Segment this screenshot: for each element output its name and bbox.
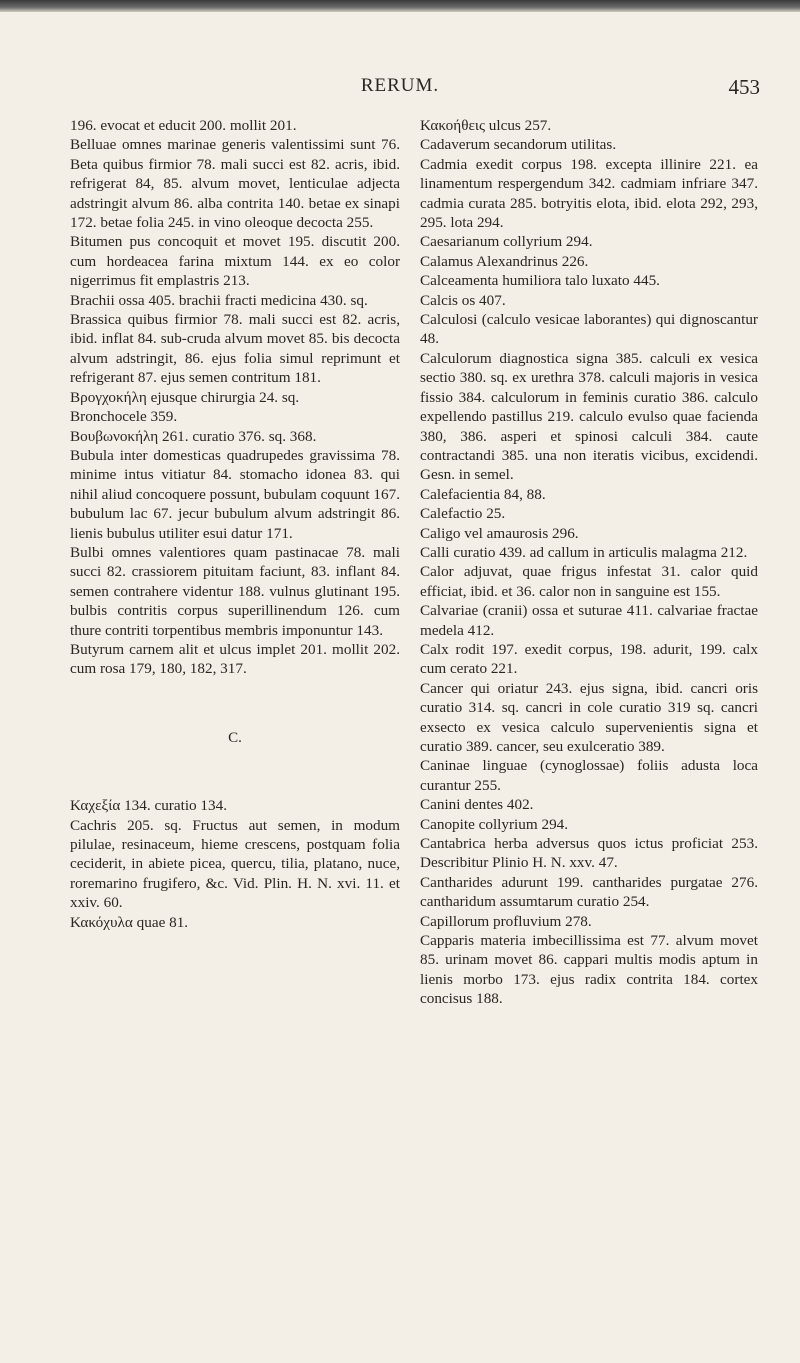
- index-entry: Cantabrica herba adversus quos ictus proficiat 253. Describitur Plinio H. N. xxv. 47.: [420, 835, 758, 872]
- index-entry: Calefactio 25.: [420, 505, 506, 523]
- running-head: RERUM.: [360, 75, 440, 96]
- index-entry: Butyrum carnem alit et ulcus implet 201. mollit 202. cum rosa 179, 180, 182, 317.: [70, 640, 400, 678]
- index-entry: Caninae linguae (cynoglossae) foliis adusta loca curantur 255.: [420, 757, 758, 794]
- index-entry: 196. evocat et educit 200. mollit 201.: [70, 117, 297, 134]
- index-entry: Cancer qui oriatur 243. ejus signa, ibid. cancri oris curatio 314. sq. cancri in cole curatio 319 sq. cancri exsecto ex vesica calculo supervenientis signa et curatio 389. cancer, seu exulceratio 389.: [420, 679, 758, 755]
- index-entry: Calcis os 407.: [420, 291, 506, 309]
- index-entry: Calvariae (cranii) ossa et suturae 411. calvariae fractae medela 412.: [420, 602, 758, 639]
- top-border: [0, 0, 800, 12]
- left-column: [70, 116, 400, 932]
- index-entry: Calamus Alexandrinus 226.: [420, 252, 589, 270]
- index-entry: Calceamenta humiliora talo luxato 445.: [420, 272, 660, 290]
- index-entry: Belluae omnes marinae generis valentissimi sunt 76. Beta quibus firmior 78. mali succi est 82. acris, ibid. refrigerat 84, 85. alvum movet, lenticulae adjecta adstringit alvum 86. alba contrita 140. betae ex sinapi 172. betae folia 245. in vino oleoque decocta 255.: [70, 136, 400, 232]
- index-entry: Κακόχυλα quae 81.: [70, 913, 189, 931]
- index-entry: Cachris 205. sq. Fructus aut semen, in modum pilulae, resinaceum, hieme crescens, postquam folia ceciderit, in abiete picea, quercu, tilia, platano, nuce, roremarino frugifero, &c. Vid. Plin. H. N. xvi. 11. et xxiv. 60.: [70, 816, 400, 912]
- right-column: [420, 116, 758, 1009]
- index-entry: Βρογχοκήλη ejusque chirurgia 24. sq.: [70, 388, 300, 406]
- index-entry: Brassica quibus firmior 78. mali succi est 82. acris, ibid. inflat 84. sub-cruda alvum movet 85. bis decocta alvum adstringit, 86. ejus folia simul reprimunt et refrigerant 87. ejus semen contritum 181.: [70, 311, 400, 387]
- index-entry: Καχεξία 134. curatio 134.: [70, 797, 228, 815]
- index-entry: Cantharides adurunt 199. cantharides purgatae 276. cantharidum assumtarum curatio 254.: [420, 873, 758, 911]
- index-entry: Cadaverum secandorum utilitas.: [420, 136, 617, 154]
- index-entry: Capparis materia imbecillissima est 77. alvum movet 85. urinam movet 86. cappari multis modis aptum in lienis morbo 173. ejus radix contrita 184. cortex concisus 188.: [420, 932, 758, 1008]
- index-entry: Bubula inter domesticas quadrupedes gravissima 78. minime intus vitiatur 84. stomacho idonea 83. qui nihil aliud concoquere possunt, bubulam coquunt 167. bubulum lac 67. jecur bubulum alvum adstringit 86. lienis bubulus utiliter esui datur 171.: [70, 446, 400, 542]
- index-entry: Bulbi omnes valentiores quam pastinacae 78. mali succi 82. crassiorem pituitam faciunt, 83. inflant 84. semen contrahere videntur 188. vulnus glutinant 195. bulbis contritis corpus superillinendum 126. cum thure contriti torpentibus membris imponuntur 143.: [70, 543, 400, 639]
- index-entry: Capillorum profluvium 278.: [420, 912, 592, 930]
- index-entry: Caesarianum collyrium 294.: [420, 233, 593, 251]
- page-number: 453: [728, 75, 760, 99]
- index-entry: Calli curatio 439. ad callum in articulis malagma 212.: [420, 543, 748, 561]
- index-entry: Brachii ossa 405. brachii fracti medicina 430. sq.: [70, 291, 368, 309]
- index-entry: Bronchocele 359.: [70, 408, 178, 426]
- index-entry: Canopite collyrium 294.: [420, 815, 569, 833]
- index-entry: Calefacientia 84, 88.: [420, 485, 546, 503]
- section-letter: C.: [228, 729, 242, 746]
- index-entry: Cadmia exedit corpus 198. excepta illinire 221. ea linamentum respergendum 342. cadmiam infriare 347. cadmia curata 285. botryitis elota, ibid. elota 292, 293, 295. lota 294.: [420, 155, 758, 232]
- index-entry: Calculorum diagnostica signa 385. calculi ex vesica sectio 380. sq. ex urethra 378. calculi majoris in vesica fissio 384. calculorum in feminis curatio 386. calculo expellendo pastillus 219. calculo evulso quae facienda 380, 386. asperi et spinosi calculi 384. caute contractandi 385. una non iteratis vicibus, excidendi. Gesn. in semel.: [420, 349, 758, 484]
- index-entry: Calor adjuvat, quae frigus infestat 31. calor quid efficiat, ibid. et 36. calor non in sanguine est 155.: [420, 563, 758, 600]
- index-entry: Caligo vel amaurosis 296.: [420, 524, 579, 542]
- index-entry: Canini dentes 402.: [420, 796, 534, 814]
- index-entry: Calculosi (calculo vesicae laborantes) qui dignoscantur 48.: [420, 311, 758, 348]
- index-entry: Calx rodit 197. exedit corpus, 198. adurit, 199. calx cum cerato 221.: [420, 640, 758, 678]
- index-entry: Κακοήθεις ulcus 257.: [420, 117, 552, 134]
- index-entry: Βουβωνοκήλη 261. curatio 376. sq. 368.: [70, 427, 317, 445]
- index-entry: Bitumen pus concoquit et movet 195. discutit 200. cum hordeacea farina mixtum 144. ex eo color nigerrimus fit emplastris 213.: [70, 233, 400, 290]
- page-header: [0, 75, 800, 105]
